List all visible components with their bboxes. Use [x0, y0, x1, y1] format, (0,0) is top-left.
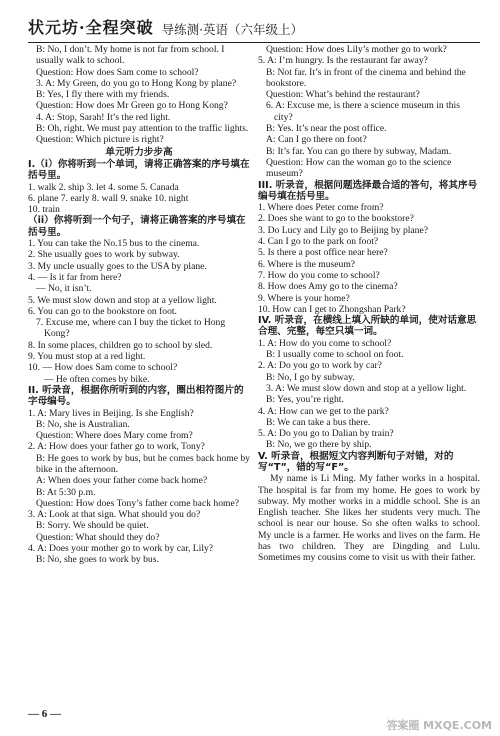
right-column-line: 3. Do Lucy and Lily go to Beijing by plane? [258, 224, 428, 236]
left-column-line: B: At 5:30 p.m. [36, 486, 96, 498]
right-column-line: 5. A: I’m hungry. Is the restaurant far away? [258, 55, 428, 67]
left-column-line: B: No, I don’t. My home is not far from school. I usually walk to school. [36, 44, 225, 67]
left-column-line: II. 听录音，根据你所听到的内容，圈出相符图片的字母编号。 [28, 384, 244, 408]
left-column-line: 6. plane 7. early 8. wall 9. snake 10. night [28, 192, 189, 204]
left-column-line: 4. A: Stop, Sarah! It’s the red light. [36, 111, 171, 123]
left-column-line: Question: What should they do? [36, 531, 160, 543]
watermark-logo: 答案圈 MXQE.COM [386, 719, 492, 732]
page-header [28, 6, 480, 43]
right-column-line: 6. Where is the museum? [258, 258, 356, 270]
left-column-line: 3. My uncle usually goes to the USA by plane. [28, 260, 207, 272]
left-column-line: Question: How does Sam come to school? [36, 66, 199, 78]
page-number: — 6 — [28, 708, 61, 720]
right-column-line: 10. How can I get to Zhongshan Park? [258, 303, 406, 315]
left-column-line: 4. — Is it far from here? [28, 271, 122, 283]
book-subtitle: 导练测·英语（六年级上） [161, 22, 304, 37]
right-column-line: B: It’s far. You can go there by subway, Madam. [266, 145, 452, 157]
left-column-line: 10. — How does Sam come to school? [28, 362, 178, 374]
right-column-line: 5. A: Do you go to Dalian by train? [258, 428, 394, 440]
right-column-line: Question: How can the woman go to the science museum? [266, 156, 452, 180]
right-column-line: Question: What’s behind the restaurant? [266, 89, 420, 101]
left-column-line: 7. Excuse me, where can I buy the ticket to Hong Kong? [36, 317, 226, 340]
right-column-line: B: I usually come to school on foot. [266, 349, 404, 361]
left-column-line: Question: How does Tony’s father come back home? [36, 497, 239, 509]
left-column-line: I.（i）你将听到一个单词，请将正确答案的序号填在括号里。 [28, 158, 250, 182]
left-column-line: 10. train [28, 204, 60, 216]
left-column-line: 单元听力步步高 [105, 146, 173, 158]
right-column-line: 9. Where is your home? [258, 292, 350, 304]
right-column-line: B: We can take a bus there. [266, 416, 371, 428]
right-column-line: B: Not far. It’s in front of the cinema and behind the bookstore. [266, 66, 466, 89]
right-column-line: 3. A: We must slow down and stop at a yellow light. [266, 382, 467, 394]
left-column-line: （ii）你将听到一个句子，请将正确答案的序号填在括号里。 [28, 215, 246, 238]
right-column-line: V. 听录音，根据短文内容判断句子对错，对的写“T”，错的写“F”。 [258, 450, 454, 473]
right-column-line: B: No, we go there by ship. [266, 439, 372, 451]
right-column-line: 6. A: Excuse me, is there a science museum in this city? [266, 100, 460, 123]
left-column-line: 3. A: Look at that sign. What should you do? [28, 509, 201, 521]
left-column-line: B: No, she is Australian. [36, 418, 130, 430]
left-column-line: 1. A: Mary lives in Beijing. Is she English? [28, 407, 194, 419]
left-column-line: 5. We must slow down and stop at a yellow light. [28, 294, 217, 306]
left-column [28, 44, 250, 566]
left-column-line: Question: Where does Mary come from? [36, 430, 193, 442]
right-column-line: IV. 听录音，在横线上填入所缺的单词，使对话意思合理、完整，每空只填一词。 [258, 315, 477, 338]
left-column-line: — No, it isn’t. [36, 283, 92, 295]
left-column-line: B: Oh, right. We must pay attention to the traffic lights. [36, 123, 249, 135]
right-column-line: My name is Li Ming. My father works in a hospital. The hospital is far from my home. He goes to work by subway. My mother works in a middle school. She is an English teacher. She likes her students very much. The school is near our house. So she often walks to school. My uncle is a farmer. He works and lives on the farm. He has two children. They are Dingding and Lulu. Sometimes my cousins come to visit us with their father. [258, 473, 480, 564]
left-column-line: 8. In some places, children go to school by sled. [28, 339, 213, 351]
left-column-line: 2. A: How does your father go to work, Tony? [28, 441, 205, 453]
right-column-line: 8. How does Amy go to the cinema? [258, 281, 398, 293]
right-column-line: 7. How do you come to school? [258, 269, 380, 281]
right-column-line: Question: How does Lily’s mother go to work? [266, 44, 447, 55]
right-column-line: 2. Does she want to go to the bookstore? [258, 213, 414, 225]
right-column-line: B: Yes, you’re right. [266, 394, 344, 406]
left-column-line: B: He goes to work by bus, but he comes back home by bike in the afternoon. [36, 452, 250, 475]
right-column-line: 2. A: Do you go to work by car? [258, 360, 382, 372]
left-column-line: B: Yes, I fly there with my friends. [36, 89, 170, 101]
left-column-line: B: Sorry. We should be quiet. [36, 520, 149, 532]
right-column-line: 5. Is there a post office near here? [258, 247, 388, 259]
right-column-line: 4. A: How can we get to the park? [258, 405, 389, 417]
left-column-line: 2. She usually goes to work by subway. [28, 249, 180, 261]
left-column-line: 6. You can go to the bookstore on foot. [28, 305, 177, 317]
left-column-line: 1. walk 2. ship 3. let 4. some 5. Canada [28, 181, 179, 193]
left-column-line: — He often comes by bike. [44, 373, 150, 385]
left-column-line: 3. A: My Green, do you go to Hong Kong by plane? [36, 77, 237, 89]
right-column-line: 1. Where does Peter come from? [258, 202, 384, 214]
right-column-line: B: No, I go by subway. [266, 371, 355, 383]
left-column-line: A: When does your father come back home? [36, 475, 208, 487]
left-column-line: B: No, she goes to work by bus. [36, 554, 159, 566]
left-column-line: Question: Which picture is right? [36, 134, 164, 146]
right-column-line: 1. A: How do you come to school? [258, 337, 392, 349]
left-column-line: 4. A: Does your mother go to work by car, Lily? [28, 543, 214, 555]
right-column-line: A: Can I go there on foot? [266, 134, 367, 146]
right-column-line: III. 听录音，根据问题选择最合适的答句，将其序号编号填在括号里。 [258, 179, 478, 202]
left-column-line: 1. You can take the No.15 bus to the cinema. [28, 238, 200, 250]
left-column-line: 9. You must stop at a red light. [28, 351, 146, 363]
brand-title: 状元坊·全程突破 [28, 18, 154, 37]
right-column [258, 44, 480, 564]
left-column-line: Question: How does Mr Green go to Hong Kong? [36, 100, 228, 112]
right-column-line: B: Yes. It’s near the post office. [266, 123, 387, 135]
right-column-line: 4. Can I go to the park on foot? [258, 236, 379, 248]
